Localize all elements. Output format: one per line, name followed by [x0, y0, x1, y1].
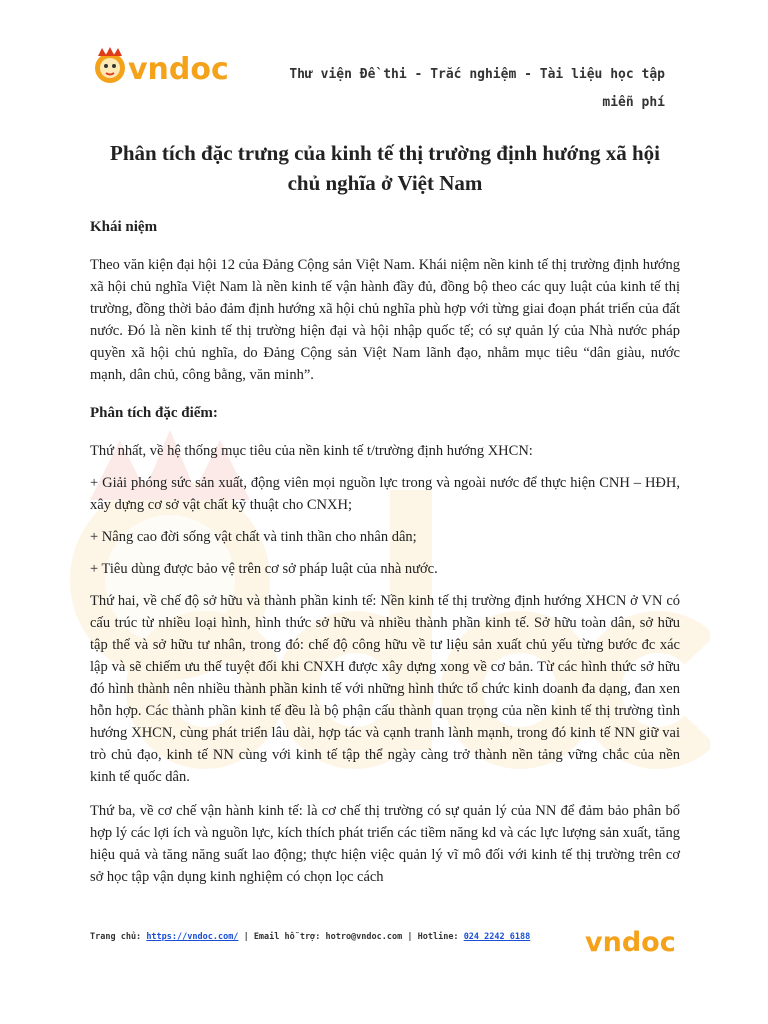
footer-email-label: Email hỗ trợ: [253, 932, 321, 942]
page-header [90, 44, 690, 114]
footer-home-label: Trang chủ: [90, 932, 142, 942]
page-footer [90, 925, 690, 959]
paragraph-first: Thứ nhất, về hệ thống mục tiêu của nền kinh tế t/trường định hướng XHCN: [90, 443, 533, 459]
bullet-item-3: + Tiêu dùng được bảo vệ trên cơ sở pháp luật của nhà nước. [90, 561, 438, 577]
concept-paragraph: Theo văn kiện đại hội 12 của Đảng Cộng sản Việt Nam. Khái niệm nền kinh tế thị trường định hướng xã hội chủ nghĩa Việt Nam là nền kinh tế vận hành đầy đủ, đồng bộ theo các quy luật của kinh tế thị trường, đồng thời bảo đảm định hướng xã hội chủ nghĩa phù hợp với từng giai đoạn phát triển của đất nước. Đó là nền kinh tế thị trường hiện đại và hội nhập quốc tế; có sự quản lý của Nhà nước pháp quyền xã hội chủ nghĩa, do Đảng Cộng sản Việt Nam lãnh đạo, nhằm mục tiêu “dân giàu, nước mạnh, dân chủ, công bằng, văn minh”. [90, 257, 680, 383]
document-body [90, 138, 680, 900]
footer-logo-text: vndoc [585, 927, 676, 957]
footer-hotline-label: Hotline: [417, 932, 459, 942]
vndoc-logo[interactable] [90, 44, 240, 90]
bullet-item-2: + Nâng cao đời sống vật chất và tinh thần cho nhân dân; [90, 529, 417, 545]
footer-hotline-link[interactable]: 024 2242 6188 [463, 932, 531, 942]
paragraph-second: Thứ hai, về chế độ sở hữu và thành phần kinh tế: Nền kinh tế thị trường định hướng XHCN ở VN có cấu trúc từ nhiều loại hình, hình thức sở hữu và nhiều thành phần kinh tế. Sở hữu toàn dân, sở hữu tập thể và sở hữu tư nhân, trong đó: chế độ công hữu về tư liệu sản xuất chủ yếu từng bước đc xác lập và sẽ chiếm ưu thế tuyệt đối khi CNXH được xây dựng xong về cơ bản. Từ các hình thức sở hữu đó hình thành nên nhiều thành phần kinh tế với những hình thức tổ chức kinh doanh đa dạng, đan xen hỗn hợp. Các thành phần kinh tế đều là bộ phận cấu thành quan trọng của nền kinh tế thị trường tình hướng XHCN, cùng phát triển lâu dài, hợp tác và cạnh tranh lành mạnh, trong đó kinh tế NN giữ vai trò chủ đạo, kinh tế NN cùng với kinh tế tập thể ngày càng trở thành nền tảng vững chắc của nền kinh tế quốc dân. [90, 593, 680, 785]
footer-email: hotro@vndoc.com [325, 932, 403, 942]
footer-contact [90, 932, 530, 942]
section-heading-analysis: Phân tích đặc điểm: [90, 405, 218, 421]
bullet-item-1: + Giải phóng sức sản xuất, động viên mọi nguồn lực trong và ngoài nước để thực hiện CNH – HĐH, xây dựng cơ sở vật chất kỹ thuật cho CNXH; [90, 475, 680, 513]
section-heading-concept: Khái niệm [90, 219, 158, 235]
footer-separator: | [407, 932, 413, 942]
header-tagline: Thư viện Đề thi - Trắc nghiệm - Tài liệu học tập miễn phí [289, 67, 665, 110]
footer-separator: | [243, 932, 249, 942]
logo-text: vndoc [128, 52, 229, 87]
footer-vndoc-logo[interactable] [585, 925, 680, 957]
document-title: Phân tích đặc trưng của kinh tế thị trường định hướng xã hội chủ nghĩa ở Việt Nam [110, 141, 660, 195]
paragraph-third: Thứ ba, về cơ chế vận hành kinh tế: là cơ chế thị trường có sự quản lý của NN để đảm bảo phân bổ hợp lý các lợi ích và nguồn lực, kích thích phát triển các tiềm năng kd và các lực lượng sản xuất, tăng hiệu quả và tăng năng suất lao động; thực hiện việc quản lý vĩ mô đối với kinh tế thị trường trên cơ sở học tập vận dụng kinh nghiệm có chọn lọc cách [90, 803, 680, 885]
footer-home-link[interactable]: https://vndoc.com/ [146, 932, 239, 942]
